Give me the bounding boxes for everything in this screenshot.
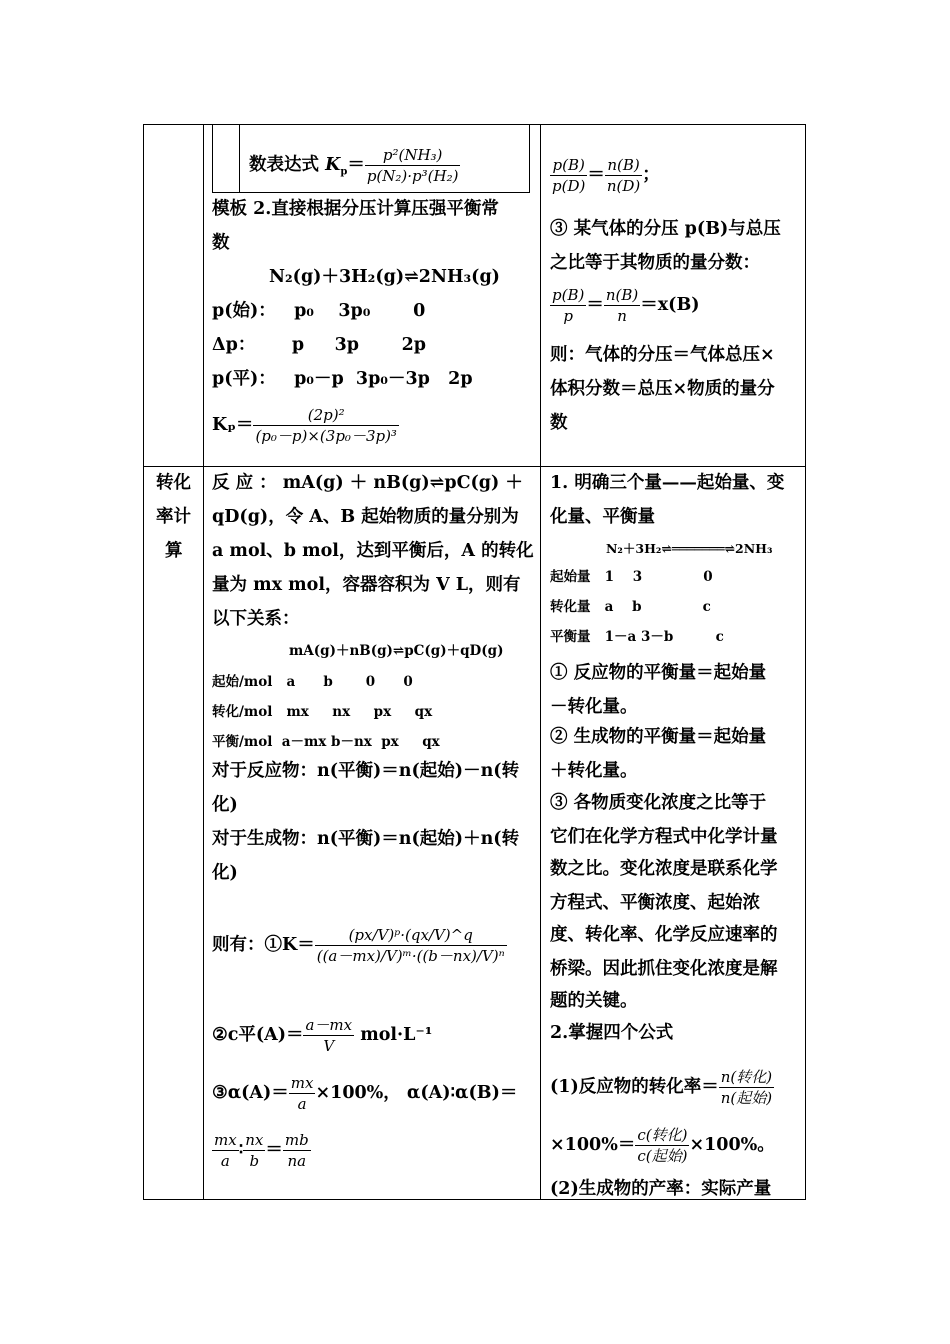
- kp-expression: 数表达式 $K_p=$ $\frac{\text{p²(NH₃)}}{\text{p(N₂)·p³(H₂)}}$: [249, 146, 459, 185]
- concentration-formula: ②c平(A)＝ $\frac{a-mx}{V}$ mol·L⁻¹: [212, 1016, 433, 1055]
- conversion-formula-2: ×100%＝ $\frac{\text{c(转化)}}{\text{c(起始)}}$ ×100%。: [550, 1126, 775, 1165]
- ratio-pd: $\frac{p(B)}{p(D)}$ ＝ $\frac{n(B)}{n(D)}$ ；: [552, 156, 660, 195]
- yield-line: (2)生成物的产率：实际产量: [550, 1179, 772, 1199]
- product-rule-line1: 对于生成物：n(平衡)＝n(起始)＋n(转: [212, 829, 520, 849]
- col-divider-2: [540, 125, 541, 1199]
- reaction-desc-line2: qD(g)，令 A、B 起始物质的量分别为: [212, 507, 519, 527]
- point2-line1: ② 生成物的平衡量＝起始量: [550, 727, 767, 747]
- point2-line2: ＋转化量。: [550, 761, 638, 781]
- reaction-desc-line5: 以下关系：: [212, 609, 300, 629]
- heading-2: 2.掌握四个公式: [550, 1023, 674, 1043]
- conclusion-line2: 体积分数＝总压×物质的量分: [550, 379, 775, 399]
- conclusion-line1: 则：气体的分压＝气体总压×: [550, 345, 775, 365]
- row-equilibrium: p(平)： p₀－p 3p₀－3p 2p: [212, 369, 473, 389]
- row-label-line3: 算: [165, 541, 183, 561]
- row-label-line1: 转化: [156, 473, 191, 493]
- partial-pressure-line2: 之比等于其物质的量分数：: [550, 253, 760, 273]
- point3-line5: 度、转化率、化学反应速率的: [550, 925, 778, 945]
- heading-1-line2: 化量、平衡量: [550, 507, 655, 527]
- point1-line2: －转化量。: [550, 697, 638, 717]
- table-row-start: 起始/mol a b 0 0: [212, 674, 413, 690]
- k-formula: 则有：①K＝ $\frac{\text{(px/V)ᵖ·(qx/V)\textasciicircum{}q}}{\text{((a－mx)/V)ᵐ·((b－nx)/V)ⁿ}}$: [212, 926, 505, 965]
- reaction-desc-line4: 量为 mx mol，容器容积为 V L，则有: [212, 575, 521, 595]
- reactant-rule-line1: 对于反应物：n(平衡)＝n(起始)－n(转: [212, 761, 520, 781]
- alpha-ratio: $\frac{mx}{a}$ ∶ $\frac{nx}{b}$ ＝ $\frac{mb}{na}$: [214, 1131, 309, 1170]
- alpha-formula: ③α(A)＝ $\frac{mx}{a}$ ×100%， α(A)∶α(B)＝: [212, 1074, 518, 1113]
- point1-line1: ① 反应物的平衡量＝起始量: [550, 663, 767, 683]
- point3-line2: 它们在化学方程式中化学计量: [550, 827, 778, 847]
- general-equation: mA(g)＋nB(g)⇌pC(g)＋qD(g): [289, 643, 504, 659]
- row-delta: Δp： p 3p 2p: [212, 335, 427, 355]
- row-divider: [144, 466, 805, 467]
- ratio-pp: $\frac{p(B)}{p}$ ＝ $\frac{n(B)}{n}$ ＝x(B): [552, 286, 700, 325]
- ammonia-start: 起始量 1 3 0: [550, 569, 713, 585]
- row-start: p(始)： p₀ 3p₀ 0: [212, 301, 426, 321]
- reaction-desc-line3: a mol、b mol，达到平衡后，A 的转化: [212, 541, 534, 561]
- point3-line6: 桥梁。因此抓住变化浓度是解: [550, 959, 778, 979]
- point3-line3: 数之比。变化浓度是联系化学: [550, 859, 778, 879]
- reactant-rule-line2: 化): [212, 795, 238, 815]
- point3-line1: ③ 各物质变化浓度之比等于: [550, 793, 767, 813]
- table-row-equilibrium: 平衡/mol a－mx b－nx px qx: [212, 734, 440, 750]
- table-row-change: 转化/mol mx nx px qx: [212, 704, 433, 720]
- row-label-line2: 率计: [156, 507, 191, 527]
- content-table: [143, 124, 806, 1200]
- partial-pressure-line1: ③ 某气体的分压 p(B)与总压: [550, 219, 781, 239]
- ammonia-change: 转化量 a b c: [550, 599, 711, 615]
- reaction-equation: N₂(g)＋3H₂(g)⇌2NH₃(g): [269, 267, 500, 287]
- point3-line7: 题的关键。: [550, 991, 638, 1011]
- template2-line1: 模板 2.直接根据分压计算压强平衡常: [212, 199, 499, 219]
- col-divider-1: [203, 125, 204, 1199]
- heading-1-line1: 1. 明确三个量——起始量、变: [550, 473, 785, 493]
- ammonia-equation: N₂＋3H₂⇌═══════⇌2NH₃: [606, 541, 773, 556]
- reaction-desc-line1: 反 应 ： mA(g) ＋ nB(g)⇌pC(g) ＋: [212, 473, 523, 493]
- conclusion-line3: 数: [550, 413, 568, 433]
- point3-line4: 方程式、平衡浓度、起始浓: [550, 893, 760, 913]
- product-rule-line2: 化): [212, 863, 238, 883]
- conversion-formula: (1)反应物的转化率＝ $\frac{\text{n(转化)}}{\text{n(起始)}}$: [550, 1068, 773, 1107]
- kp-formula: Kₚ＝ $\frac{\text{(2p)²}}{\text{(p₀－p)×(3p₀－3p)³}}$: [212, 406, 397, 445]
- ammonia-equilibrium: 平衡量 1－a 3－b c: [550, 629, 724, 645]
- template2-line2: 数: [212, 233, 230, 253]
